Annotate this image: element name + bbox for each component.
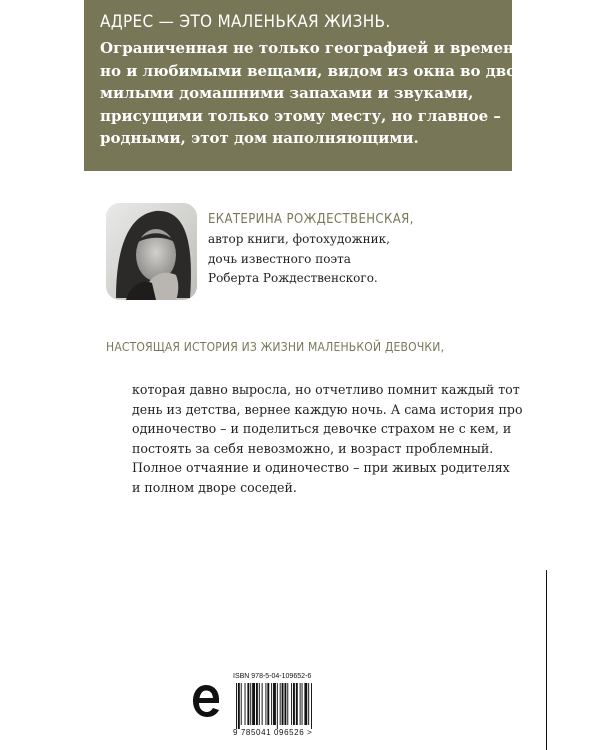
- isbn-barcode: [233, 673, 353, 743]
- story-line: день из детства, вернее каждую ночь. А сама история про: [132, 401, 523, 417]
- barcode-bar: [267, 683, 269, 725]
- barcode-bar: [302, 683, 303, 725]
- story-line: и полном дворе соседей.: [132, 479, 297, 495]
- barcode-bar: [308, 683, 309, 725]
- barcode-bar: [282, 683, 284, 725]
- banner-line: родными, этот дом наполняющими.: [100, 129, 419, 147]
- banner-line: присущими только этому месту, но главное –: [100, 106, 501, 125]
- barcode-bar: [273, 683, 276, 725]
- barcode-bar: [304, 683, 307, 725]
- banner-line: Ограниченная не только географией и временем,: [100, 39, 542, 57]
- barcode-bar: [287, 683, 288, 725]
- author-desc-line: автор книги, фотохудожник,: [208, 232, 390, 246]
- barcode-bar: [284, 683, 286, 725]
- barcode-bars: [236, 683, 342, 729]
- barcode-bar: [262, 683, 263, 725]
- story-line: постоять за себя невозможно, и возраст проблемный.: [132, 440, 494, 456]
- barcode-bar: [277, 683, 278, 729]
- isbn-label: ISBN 978-5-04-109652-6: [233, 673, 312, 680]
- barcode-bar: [265, 683, 266, 725]
- story-body: [132, 380, 523, 497]
- barcode-bar: [259, 683, 260, 725]
- barcode-bar: [293, 683, 295, 725]
- fold-line: [546, 570, 547, 750]
- barcode-bar: [300, 683, 301, 725]
- barcode-bar: [250, 683, 251, 725]
- barcode-bar: [291, 683, 292, 725]
- barcode-bar: [238, 683, 240, 729]
- eksmo-e-logo-icon: [191, 681, 221, 721]
- barcode-bar: [311, 683, 312, 729]
- story-line: которая давно выросла, но отчетливо помнит каждый тот: [132, 382, 520, 397]
- author-name: ЕКАТЕРИНА РОЖДЕСТВЕНСКАЯ,: [208, 212, 414, 227]
- barcode-bar: [241, 683, 242, 725]
- barcode-bar: [236, 683, 237, 729]
- barcode-bar: [296, 683, 298, 725]
- barcode-bar: [256, 683, 258, 725]
- author-desc-line: Роберта Рождественского.: [208, 271, 378, 285]
- banner-line: но и любимыми вещами, видом из окна во двор,: [100, 61, 532, 80]
- banner-text: [100, 37, 542, 150]
- barcode-bar: [252, 683, 255, 725]
- cover-banner: [84, 0, 542, 171]
- barcode-bar: [247, 683, 249, 725]
- barcode-bar: [271, 683, 272, 725]
- banner-title: АДРЕС — ЭТО МАЛЕНЬКАЯ ЖИЗНЬ.: [100, 12, 391, 32]
- author-description: [208, 230, 390, 289]
- story-heading: НАСТОЯЩАЯ ИСТОРИЯ ИЗ ЖИЗНИ МАЛЕНЬКОЙ ДЕВОЧКИ,: [106, 340, 445, 354]
- banner-line: милыми домашними запахами и звуками,: [100, 84, 474, 102]
- story-line: Полное отчаяние и одиночество – при живых родителях: [132, 460, 510, 475]
- barcode-bar: [280, 683, 281, 725]
- barcode-bar: [245, 683, 246, 725]
- story-line: одиночество – и поделиться девочке страхом не с кем, и: [132, 421, 512, 436]
- barcode-digits: 9 785041 096526 >: [233, 728, 313, 737]
- author-portrait-photo: [106, 203, 197, 300]
- author-desc-line: дочь известного поэта: [208, 251, 351, 266]
